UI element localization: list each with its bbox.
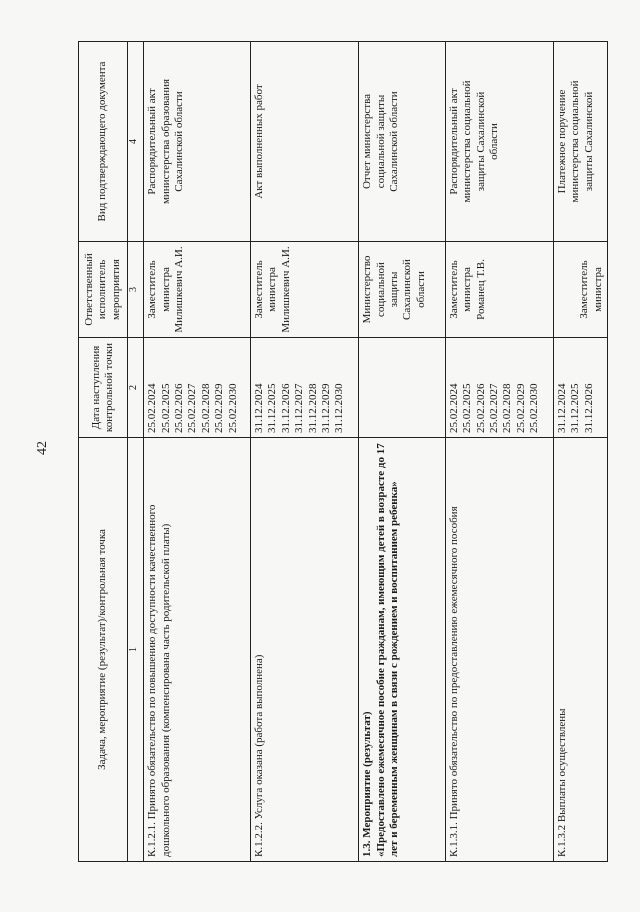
responsible-line: Заместитель: [447, 260, 460, 319]
date: 25.02.2024: [146, 383, 159, 433]
date: 25.02.2025: [461, 383, 474, 433]
responsible-cell: [251, 242, 359, 338]
document-cell: [553, 42, 607, 242]
dates-cell: [553, 338, 607, 438]
responsible-line: Заместитель: [578, 260, 591, 319]
date: 25.02.2027: [186, 383, 199, 433]
responsible-cell: [553, 242, 607, 338]
responsible-cell: [359, 242, 446, 338]
responsible-line: министра: [159, 267, 172, 312]
header-responsible: Ответственный исполнитель мероприятия: [79, 242, 128, 338]
date: 25.02.2030: [226, 383, 239, 433]
responsible-line: министра: [591, 267, 604, 312]
document-line: защиты Сахалинской: [474, 91, 487, 192]
date: 25.02.2026: [474, 383, 487, 433]
header-row: [79, 42, 128, 862]
responsible-cell: [144, 242, 251, 338]
date: 25.02.2025: [159, 383, 172, 433]
responsible-line: Милишкевич А.И.: [279, 246, 292, 333]
task-cell: К.1.3.1. Принято обязательство по предоставлению ежемесячного пособия: [445, 438, 553, 862]
document-line: Распорядительный акт: [447, 88, 460, 195]
header-task: Задача, мероприятие (результат)/контрольная точка: [79, 438, 128, 862]
table-row: [144, 42, 251, 862]
responsible-cell: [445, 242, 553, 338]
column-number: 3: [127, 242, 143, 338]
document-cell: [251, 42, 359, 242]
dates-cell: [144, 338, 251, 438]
date: 25.02.2028: [501, 383, 514, 433]
responsible-line: Милишкевич А.И.: [172, 246, 185, 333]
landscape-table-container: [78, 42, 608, 862]
date: 31.12.2024: [555, 383, 568, 433]
date: 25.02.2030: [528, 383, 541, 433]
document-line: Сахалинской области: [388, 91, 400, 192]
responsible-line: Романец Т.В.: [474, 259, 487, 320]
measure-text: «Предоставлено ежемесячное пособие гражданам, имеющим детей в возрасте до 17 лет и беременным женщинам в связи с рождением и воспитанием ребенка»: [374, 443, 400, 857]
table-row: [359, 42, 446, 862]
dates-cell: [251, 338, 359, 438]
date: 31.12.2026: [279, 383, 292, 433]
responsible-line: министра: [266, 267, 279, 312]
column-number: 2: [127, 338, 143, 438]
date: 25.02.2029: [213, 383, 226, 433]
date: 31.12.2024: [253, 383, 266, 433]
task-cell: К.1.2.2. Услуга оказана (работа выполнена): [251, 438, 359, 862]
control-points-table: [78, 41, 608, 862]
document-line: министерства социальной: [569, 80, 582, 203]
date: 31.12.2030: [333, 383, 346, 433]
measure-cell: [359, 438, 446, 862]
responsible-line: министра: [461, 267, 474, 312]
document-line: Распорядительный акт: [146, 88, 159, 195]
date: 31.12.2025: [569, 383, 582, 433]
date: 25.02.2029: [514, 383, 527, 433]
task-cell: К.1.2.1. Принято обязательство по повышению доступности качественного дошкольного образования (компенсирована часть родительской платы): [144, 438, 251, 862]
responsible-line: области: [414, 271, 427, 308]
responsible-line: социальной: [374, 262, 387, 317]
document-line: социальной защиты: [374, 94, 387, 189]
date: 25.02.2026: [172, 383, 185, 433]
measure-title: 1.3. Мероприятие (результат): [361, 711, 374, 857]
document-line: защиты Сахалинской: [582, 91, 595, 192]
header-document: Вид подтверждающего документа: [79, 42, 128, 242]
date: 31.12.2029: [320, 383, 333, 433]
document-line: Акт выполненных работ: [253, 84, 266, 199]
responsible-line: Заместитель: [146, 260, 159, 319]
document-cell: [144, 42, 251, 242]
document-line: министерства социальной: [461, 80, 474, 203]
responsible-line: защиты: [388, 271, 400, 308]
document-line: Платежное поручение: [555, 89, 568, 194]
date: 31.12.2027: [293, 383, 306, 433]
column-number-row: [127, 42, 143, 862]
column-number: 1: [127, 438, 143, 862]
document-cell: [359, 42, 446, 242]
date: 31.12.2028: [306, 383, 319, 433]
task-cell: К.1.3.2 Выплаты осуществлены: [553, 438, 607, 862]
responsible-line: Заместитель: [253, 260, 266, 319]
date: 31.12.2025: [266, 383, 279, 433]
responsible-line: Министерство: [361, 255, 374, 324]
date: 25.02.2027: [487, 383, 500, 433]
document-cell: [445, 42, 553, 242]
page-number: 42: [35, 441, 50, 455]
dates-cell: [445, 338, 553, 438]
document-line: министерства образования: [159, 78, 172, 205]
date: 25.02.2028: [199, 383, 212, 433]
document-line: Сахалинской области: [172, 91, 185, 192]
column-number: 4: [127, 42, 143, 242]
dates-cell: [359, 338, 446, 438]
rotated-table-frame: [78, 42, 608, 862]
document-line: области: [487, 123, 500, 160]
table-row: [445, 42, 553, 862]
document-line: Отчет министерства: [361, 93, 374, 190]
table-row: [251, 42, 359, 862]
header-date: Дата наступления контрольной точки: [79, 338, 128, 438]
responsible-line: Сахалинской: [401, 259, 414, 320]
table-row: [553, 42, 607, 862]
date: 25.02.2024: [447, 383, 460, 433]
date: 31.12.2026: [582, 383, 595, 433]
